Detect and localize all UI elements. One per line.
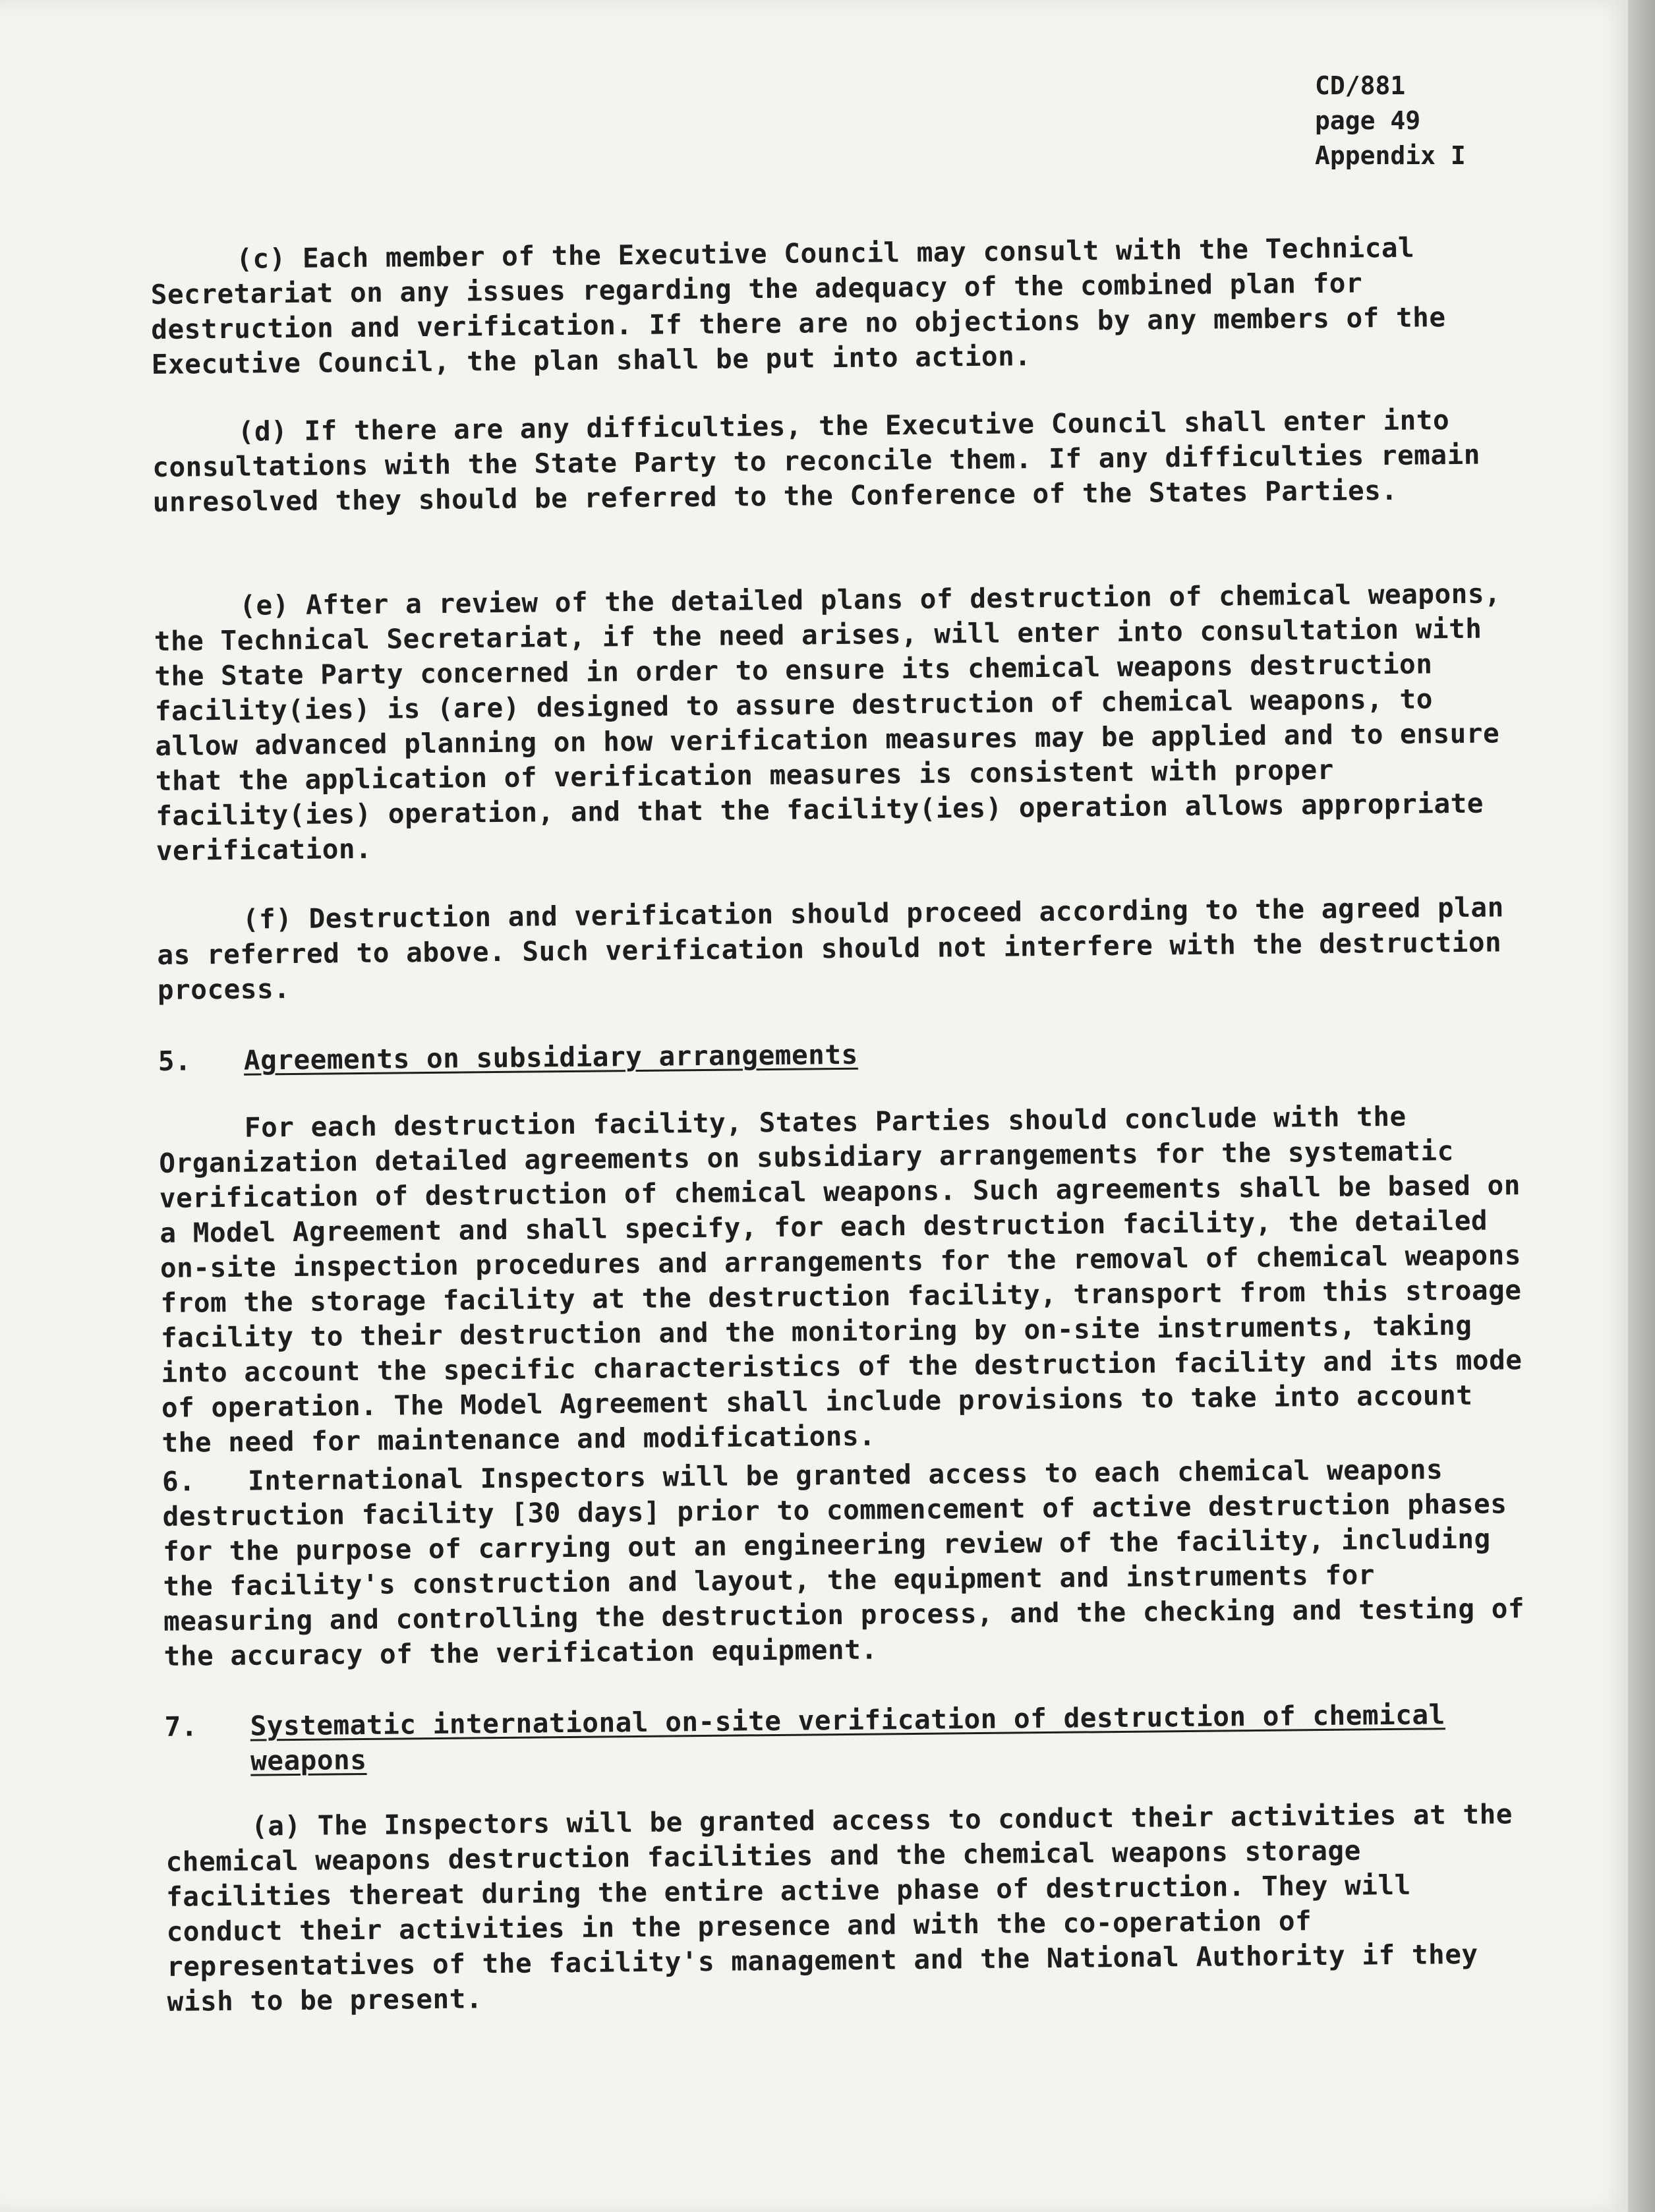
section-7-heading (164, 1697, 1529, 1780)
section-5-body: For each destruction facility, States Parties should conclude with the Organization detailed agreements on subsidiary arrangements for the systematic verification of destruction of chemical weapons. Such agreements shall be based on a Model Agreement and shall specify, for each destruction facility, the detailed on-site inspection procedures and arrangements for the removal of chemical weapons from the storage facility at the destruction facility, transport from this stroage facility to their destruction and the monitoring by on-site instruments, taking into account the specific characteristics of the destruction facility and its mode of operation. The Model Agreement shall include provisions to take into account the need for maintenance and modifications. (159, 1100, 1523, 1459)
section-6-text: International Inspectors will be granted access to each chemical weapons destruction facility [30 days] prior to commencement of active destruction phases for the purpose of carrying out an engineering review of the facility, including the facility's construction and layout, the equipment and instruments for measuring and controlling the destruction process, and the checking and testing of the accuracy of the verification equipment. (162, 1453, 1525, 1672)
paragraph-c: (c) Each member of the Executive Council may consult with the Technical Secretariat on any issues regarding the adequacy of the combined plan for destruction and verification. If there are no objections by any members of the Executive Council, the plan shall be put into action. (150, 231, 1446, 380)
section-7-title-line1: Systematic international on-site verification of destruction of chemical (250, 1699, 1446, 1742)
paragraph-e: (e) After a review of the detailed plans of destruction of chemical weapons, the Technical Secretariat, if the need arises, will enter into consultation with the State Party concerned in order to ensure its chemical weapons destruction facility(ies) is (are) designed to assure destruction of chemical weapons, to allow advanced planning on how verification measures may be applied and to ensure that the application of verification measures is consistent with proper facility(ies) operation, and that the facility(ies) operation allows appropriate verification. (154, 577, 1501, 867)
document-reference: CD/881 (1315, 71, 1406, 100)
page-header (1315, 69, 1532, 173)
section-6-number: 6. (161, 1465, 196, 1498)
appendix-label: Appendix I (1315, 141, 1466, 170)
section-7-title-line2: weapons (250, 1743, 367, 1777)
page-number: page 49 (1315, 106, 1421, 135)
section-6-body (162, 1451, 1528, 1674)
paragraph-d: (d) If there are any difficulties, the Executive Council shall enter into consultations with the State Party to reconcile them. If any difficulties remain unresolved they should be referred to the Conference of the States Parties. (152, 404, 1481, 518)
section-5-number: 5. (158, 1045, 192, 1077)
section-7-number: 7. (164, 1710, 198, 1743)
page-edge (1628, 0, 1655, 2212)
section-5-title: Agreements on subsidiary arrangements (243, 1038, 858, 1076)
section-7-paragraph-a: (a) The Inspectors will be granted access to conduct their activities at the chemical weapons destruction facilities and the chemical weapons storage facilities thereat during the entire active phase of destruction. They will conduct their activities in the presence and with the co-operation of representatives of the facility's management and the National Authority if they wish to be present. (165, 1798, 1513, 2018)
section-5-heading (158, 1037, 858, 1079)
paragraph-f: (f) Destruction and verification should proceed according to the agreed plan as referred to above. Such verification should not interfere with the destruction process. (157, 891, 1505, 1006)
